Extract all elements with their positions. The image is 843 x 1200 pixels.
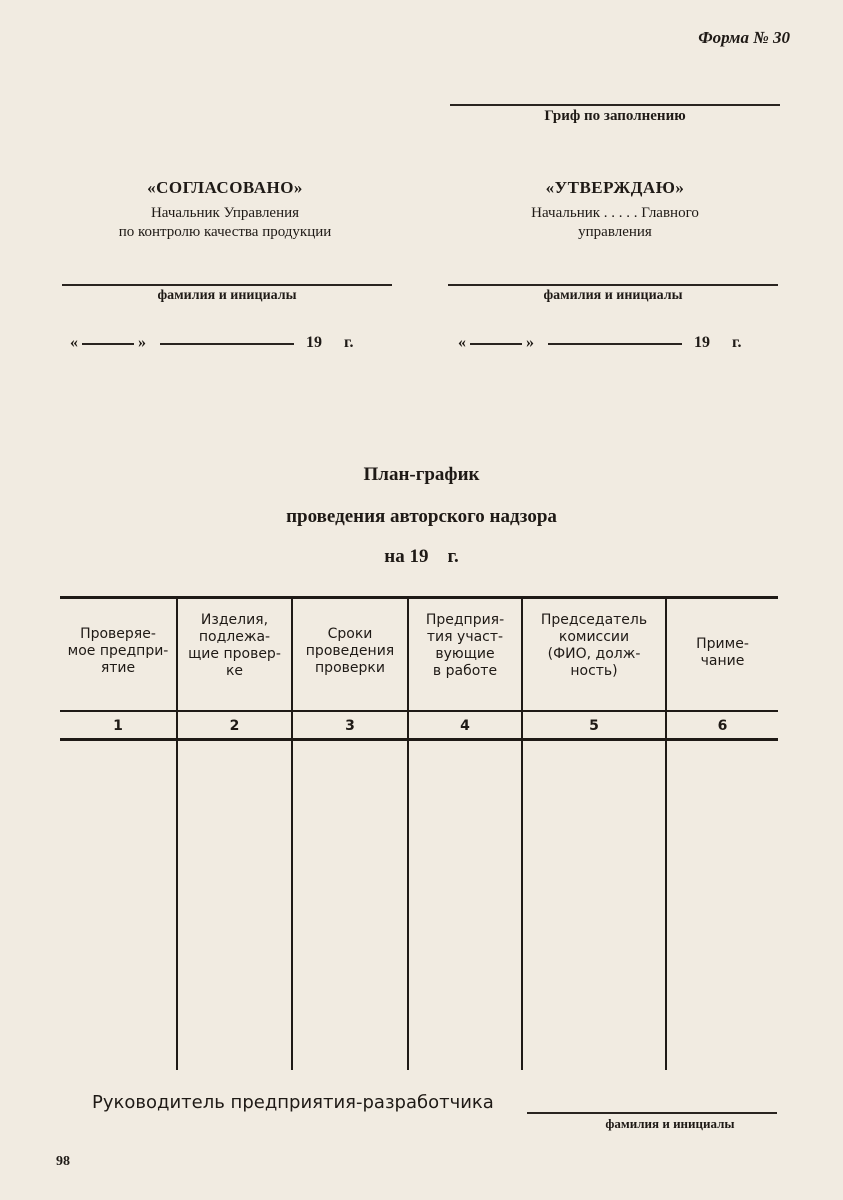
approval-right-line1: Начальник . . . . . Главного	[531, 205, 699, 221]
approval-left-name-line	[62, 284, 392, 286]
date-year: 19	[694, 334, 710, 351]
table-header-rule	[60, 710, 778, 712]
signer-text: Руководитель предприятия-разработчика	[92, 1092, 494, 1113]
stamp-line	[450, 104, 780, 106]
approval-right-heading: «УТВЕРЖДАЮ»	[545, 178, 685, 197]
table-header-2: Изделия, подлежа- щие провер- ке	[188, 612, 281, 679]
approval-right-block	[450, 178, 780, 242]
date-close-quote: »	[138, 334, 146, 351]
approval-left-heading: «СОГЛАСОВАНО»	[147, 178, 303, 197]
form-number: Форма № 30	[698, 28, 790, 47]
approval-right-name-line	[448, 284, 778, 286]
page-number: 98	[56, 1154, 70, 1169]
table-column-number-1: 1	[113, 718, 123, 734]
approval-right-date	[458, 334, 741, 352]
table-header-3: Сроки проведения проверки	[305, 626, 395, 676]
approval-left-name-label: фамилия и инициалы	[157, 288, 297, 303]
date-year-suffix: г.	[732, 334, 742, 351]
date-close-quote: »	[526, 334, 534, 351]
date-open-quote: «	[458, 334, 466, 351]
signer-line	[527, 1112, 777, 1114]
table-column-number-3: 3	[345, 718, 355, 734]
table-column-number-2: 2	[229, 718, 240, 734]
table-top-rule	[60, 596, 778, 599]
date-year: 19	[306, 334, 322, 351]
document-year: на 19 г.	[384, 546, 459, 567]
document-subtitle: проведения авторского надзора	[286, 506, 557, 527]
date-day-blank	[470, 342, 522, 345]
table-column-number-5: 5	[589, 718, 599, 734]
date-month-blank	[160, 342, 294, 345]
table-number-rule	[60, 738, 778, 741]
date-year-suffix: г.	[344, 334, 354, 351]
signer-name-label: фамилия и инициалы	[605, 1116, 735, 1131]
approval-right-line2: управления	[578, 224, 652, 240]
approval-left-line2: по контролю качества продукции	[118, 224, 332, 240]
date-open-quote: «	[70, 334, 78, 351]
table-header-5: Председатель комиссии (ФИО, долж- ность)	[540, 612, 648, 679]
approval-left-line1: Начальник Управления	[150, 205, 300, 221]
approval-right-name-label: фамилия и инициалы	[543, 288, 683, 303]
table-column-number-6: 6	[717, 718, 728, 734]
table-header-6: Приме- чание	[696, 636, 749, 669]
date-month-blank	[548, 342, 682, 345]
approval-left-block	[60, 178, 390, 242]
document-title: План-график	[363, 464, 480, 485]
date-day-blank	[82, 342, 134, 345]
stamp-label: Гриф по заполнению	[544, 108, 686, 124]
table-header-1: Проверяе- мое предпри- ятие	[67, 626, 169, 676]
approval-left-date	[70, 334, 353, 352]
table-column-number-4: 4	[460, 718, 470, 734]
table-header-4: Предприя- тия участ- вующие в работе	[425, 612, 505, 679]
